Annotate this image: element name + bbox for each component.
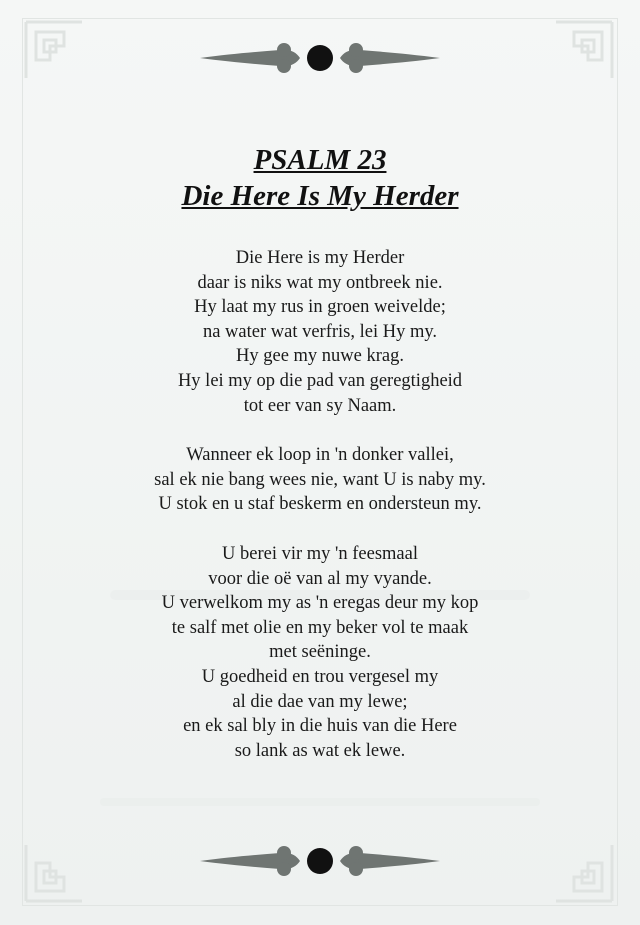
bleed-through-shadow: [0, 790, 640, 814]
verse-line: Hy laat my rus in groen weivelde;: [194, 297, 446, 318]
verse-line: Die Here is my Herder: [235, 248, 405, 268]
faint-dates-shadow-icon: [100, 790, 540, 814]
psalm-text: [0, 246, 640, 788]
verse-line: so lank as wat ek lewe.: [234, 740, 406, 761]
verse-line: U berei vir my 'n feesmaal: [222, 543, 418, 564]
stanza-1: [0, 246, 640, 418]
verse-line: U goedheid en trou vergesel my: [201, 666, 439, 687]
verse-line: voor die oë van al my vyande.: [208, 568, 432, 589]
verse-line: en ek sal bly in die huis van die Here: [183, 716, 457, 737]
corner-ornament-icon: [22, 18, 104, 100]
verse-line: tot eer van sy Naam.: [243, 395, 397, 416]
title-line-1: PSALM 23: [253, 144, 387, 176]
corner-ornament-icon: [22, 823, 104, 905]
verse-line: Hy lei my op die pad van geregtigheid: [177, 370, 463, 391]
verse-line: Hy gee my nuwe krag.: [236, 346, 404, 367]
verse-line: met seëninge.: [269, 642, 371, 663]
psalm-title: [0, 142, 640, 214]
title-line-2: Die Here Is My Herder: [181, 180, 459, 212]
verse-line: te salf met olie en my beker vol te maak: [171, 617, 469, 638]
stanza-2: [0, 443, 640, 517]
verse-line: na water wat verfris, lei Hy my.: [202, 321, 438, 342]
corner-ornament-icon: [534, 823, 616, 905]
verse-line: daar is niks wat my ontbreek nie.: [197, 272, 443, 293]
verse-line: al die dae van my lewe;: [232, 691, 408, 712]
scroll-ornament-icon: [200, 40, 440, 76]
stanza-3: [0, 542, 640, 763]
verse-line: sal ek nie bang wees nie, want U is naby my.: [154, 469, 486, 490]
scroll-ornament-icon: [200, 843, 440, 879]
verse-line: U stok en u staf beskerm en ondersteun my.: [158, 494, 482, 515]
verse-line: U verwelkom my as 'n eregas deur my kop: [161, 593, 479, 614]
verse-line: Wanneer ek loop in 'n donker vallei,: [186, 445, 454, 466]
corner-ornament-icon: [534, 18, 616, 100]
